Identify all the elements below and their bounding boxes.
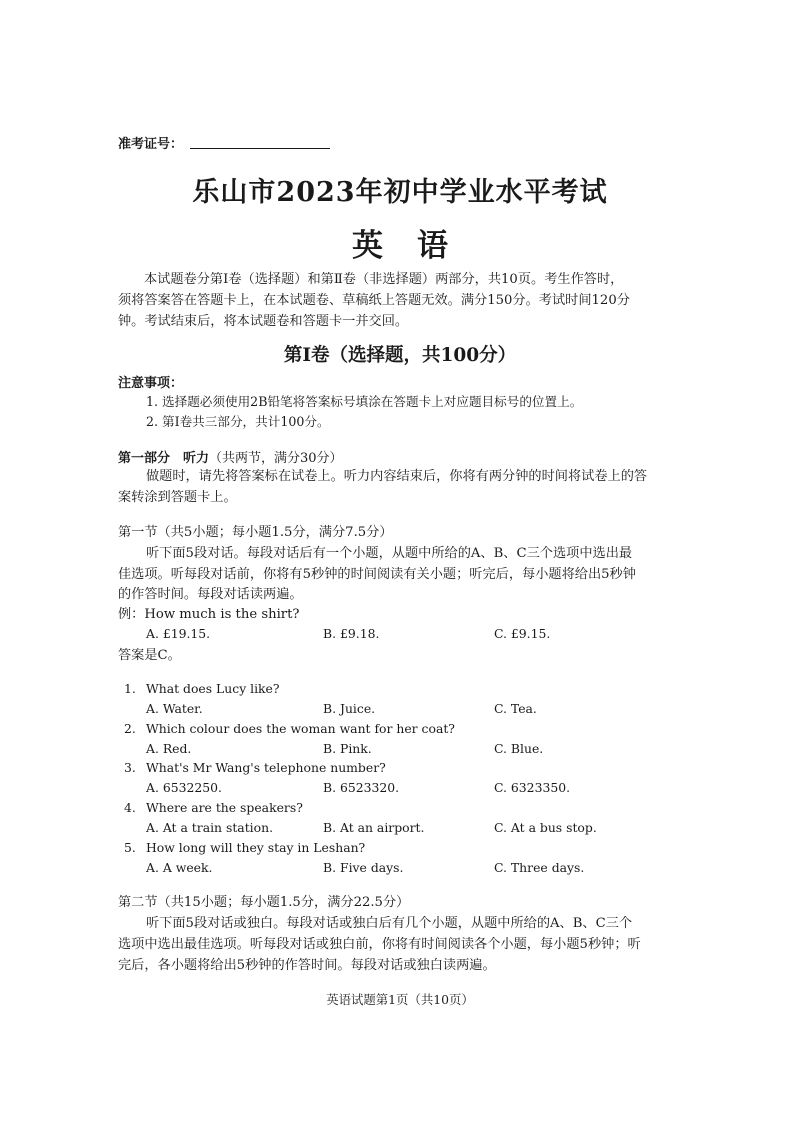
section1-desc-line: 的作答时间。每段对话读两遍。	[118, 587, 303, 602]
option-a: A. At a train station.	[146, 820, 274, 835]
section2-desc-line: 听下面5段对话或独白。每段对话或独白后有几个小题，从题中所给的A、B、C三个	[146, 916, 633, 931]
option-b: B. Five days.	[323, 860, 404, 875]
example-option-a: A. £19.15.	[146, 626, 211, 641]
section2-desc-line: 选项中选出最佳选项。听每段对话或独白前，你将有时间阅读各个小题，每小题5秒钟；听	[118, 937, 641, 952]
notice-item: 1. 选择题必须使用2B铅笔将答案标号填涂在答题卡上对应题目标号的位置上。	[146, 394, 583, 409]
intro-line: 钟。考试结束后，将本试题卷和答题卡一并交回。	[118, 314, 409, 329]
exam-title: 乐山市2023年初中学业水平考试	[192, 177, 608, 208]
option-c: C. 6323350.	[494, 780, 571, 795]
part1-heading-bold: 第一部分 听力	[118, 451, 210, 466]
exam-id-blank-line	[190, 148, 330, 149]
page-footer: 英语试题第1页（共10页）	[326, 992, 474, 1007]
option-b: B. Juice.	[323, 701, 376, 716]
part1-desc-line: 案转涂到答题卡上。	[118, 490, 237, 505]
example-option-c: C. £9.15.	[494, 626, 551, 641]
part1-desc-line: 做题时，请先将答案标在试卷上。听力内容结束后，你将有两分钟的时间将试卷上的答	[146, 469, 648, 484]
question-number: 2.	[124, 721, 136, 736]
option-c: C. Tea.	[494, 701, 537, 716]
intro-line: 须将答案答在答题卡上，在本试题卷、草稿纸上答题无效。满分150分。考试时间120分	[118, 293, 630, 308]
section1-desc-line: 听下面5段对话。每段对话后有一个小题，从题中所给的A、B、C三个选项中选出最	[146, 546, 633, 561]
notice-heading: 注意事项：	[118, 376, 184, 391]
option-c: C. Three days.	[494, 860, 585, 875]
example-question: 例：How much is the shirt?	[118, 607, 300, 622]
option-c: C. Blue.	[494, 741, 544, 756]
question-text: What does Lucy like?	[146, 681, 280, 696]
question-number: 4.	[124, 800, 136, 815]
option-b: B. Pink.	[323, 741, 372, 756]
subject-title: 英语	[352, 228, 482, 264]
section1-heading: 第一节（共5小题；每小题1.5分，满分7.5分）	[118, 525, 393, 540]
option-a: A. A week.	[146, 860, 213, 875]
question-text: Which colour does the woman want for her coat?	[146, 721, 455, 736]
volume-title: 第Ⅰ卷（选择题，共100分）	[283, 345, 517, 366]
question-text: How long will they stay in Leshan?	[146, 840, 366, 855]
question-text: What's Mr Wang's telephone number?	[146, 760, 386, 775]
option-b: B. 6523320.	[323, 780, 400, 795]
section2-heading: 第二节（共15小题；每小题1.5分，满分22.5分）	[118, 895, 410, 910]
example-option-b: B. £9.18.	[323, 626, 380, 641]
exam-id-label: 准考证号：	[118, 137, 184, 152]
option-a: A. 6532250.	[146, 780, 222, 795]
option-a: A. Red.	[146, 741, 192, 756]
section1-desc-line: 佳选项。听每段对话前，你将有5秒钟的时间阅读有关小题；听完后，每小题将给出5秒钟	[118, 567, 636, 582]
question-number: 1.	[124, 681, 136, 696]
intro-line: 本试题卷分第Ⅰ卷（选择题）和第Ⅱ卷（非选择题）两部分，共10页。考生作答时，	[144, 272, 624, 287]
part1-heading-rest: （共两节，满分30分）	[209, 451, 343, 466]
example-answer: 答案是C。	[118, 648, 181, 663]
option-b: B. At an airport.	[323, 820, 425, 835]
question-text: Where are the speakers?	[146, 800, 303, 815]
section2-desc-line: 完后，各小题将给出5秒钟的作答时间。每段对话或独白读两遍。	[118, 958, 496, 973]
option-c: C. At a bus stop.	[494, 820, 597, 835]
part1-heading	[118, 447, 343, 466]
question-number: 5.	[124, 840, 136, 855]
question-number: 3.	[124, 760, 136, 775]
notice-item: 2. 第Ⅰ卷共三部分，共计100分。	[146, 414, 330, 429]
option-a: A. Water.	[146, 701, 203, 716]
